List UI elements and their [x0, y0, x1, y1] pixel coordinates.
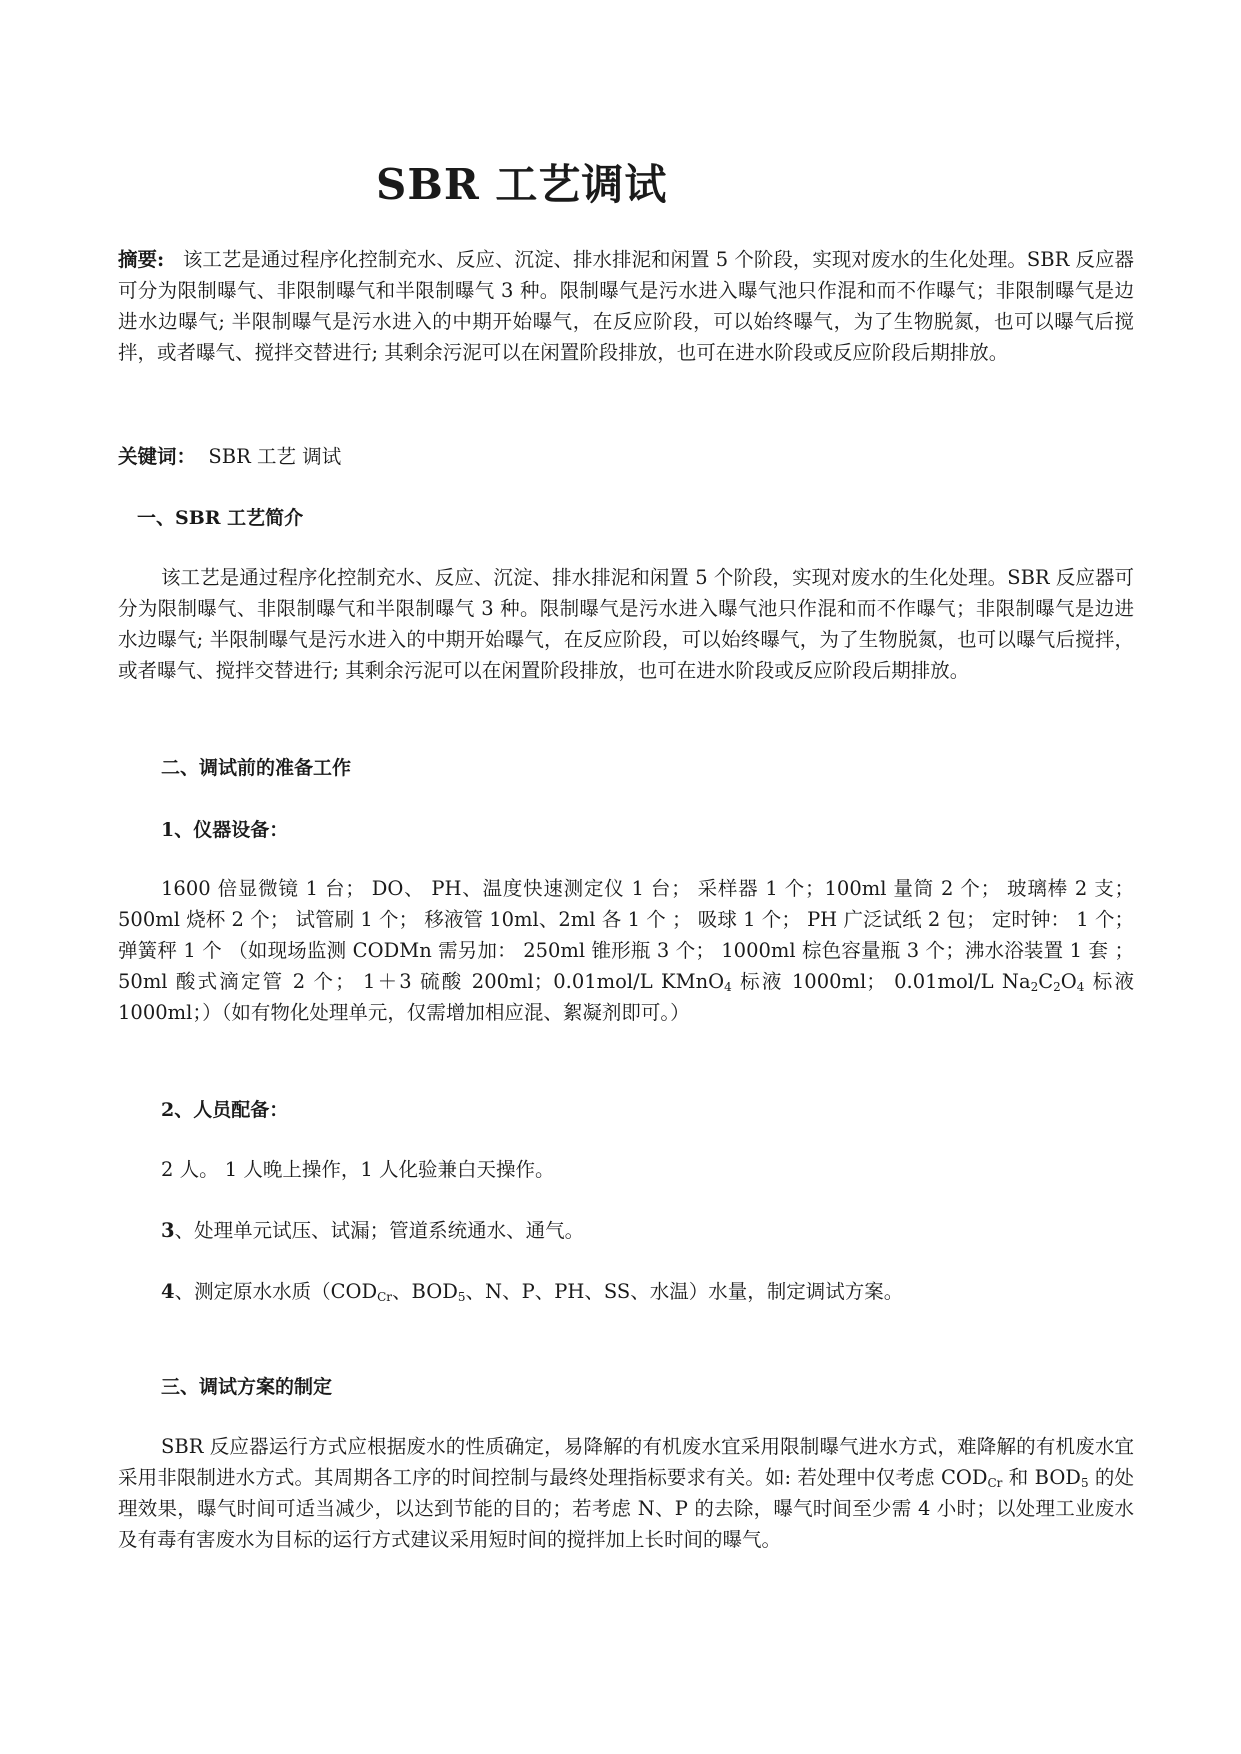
- item-4-text-2: 、BOD: [392, 1280, 458, 1303]
- instruments-text-2: 标液 1000ml； 0.01mol/L Na: [731, 970, 1031, 993]
- subscript: 2: [1053, 980, 1061, 994]
- abstract-paragraph: [118, 244, 1134, 368]
- section3-text-3: 的处理效果，曝气时间可适当减少，以达到节能的目的；若考虑 N、P 的去除，曝气时间至少需 4 小时；以处理工业废水及有毒有害废水为目标的运行方式建议采用短时间的搅拌加上长时间的曝气。: [118, 1466, 1135, 1551]
- item-4-text-3: 、N、P、PH、SS、水温）水量，制定调试方案。: [465, 1280, 904, 1303]
- section3-paragraph: [118, 1431, 1134, 1555]
- keywords-label: 关键词：: [118, 445, 197, 468]
- item-3-line: [161, 1215, 584, 1243]
- section-heading-2: 二、调试前的准备工作: [161, 757, 352, 779]
- document-title: SBR 工艺调试: [376, 160, 668, 209]
- subscript: 5: [457, 1290, 466, 1304]
- subscript: 4: [1076, 980, 1085, 994]
- item-4-number: 4: [161, 1280, 175, 1303]
- instruments-text-5: 标液 1000ml；）（如有物化处理单元，仅需增加相应混、絮凝剂即可。）: [118, 970, 1134, 1024]
- section-heading-1: 一、SBR 工艺简介: [137, 507, 304, 529]
- instruments-text-4: O: [1060, 970, 1077, 993]
- section3-text-1: SBR 反应器运行方式应根据废水的性质确定，易降解的有机废水宜采用限制曝气进水方式，难降解的有机废水宜采用非限制进水方式。其周期各工序的时间控制与最终处理指标要求有关。如: 若处理中仅考虑 COD: [118, 1435, 1134, 1489]
- subscript: 4: [724, 980, 732, 994]
- instruments-text-1: 1600 倍显微镜 1 台； DO、 PH、温度快速测定仪 1 台； 采样器 1 个；100ml 量筒 2 个； 玻璃棒 2 支； 500ml 烧杯 2 个； 试管刷 1 个； 移液管 10ml、2ml 各 1 个 ； 吸球 1 个； PH 广泛试纸 2 包； 定时钟： 1 个； 弹簧秤 1 个 （如现场监测 CODMn 需另加： 250ml 锥形瓶 3 个； 1000ml 棕色容量瓶 3 个；沸水浴装置 1 套 ； 50ml 酸式滴定管 2 个； 1＋3 硫酸 200ml；0.01mol/L KMnO: [118, 877, 1134, 993]
- subscript: Cr: [377, 1290, 393, 1304]
- section3-text-2: 和 BOD: [1002, 1466, 1081, 1489]
- section1-paragraph: 该工艺是通过程序化控制充水、反应、沉淀、排水排泥和闲置 5 个阶段，实现对废水的生化处理。SBR 反应器可分为限制曝气、非限制曝气和半限制曝气 3 种。限制曝气是污水进入曝气池只作混和而不作曝气；非限制曝气是边进水边曝气; 半限制曝气是污水进入的中期开始曝气，在反应阶段，可以始终曝气，为了生物脱氮，也可以曝气后搅拌，或者曝气、搅拌交替进行; 其剩余污泥可以在闲置阶段排放，也可在进水阶段或反应阶段后期排放。: [118, 566, 1134, 682]
- item-4-line: [161, 1276, 903, 1304]
- staffing-text: 2 人。 1 人晚上操作，1 人化验兼白天操作。: [161, 1158, 555, 1181]
- instruments-text-3: C: [1038, 970, 1054, 993]
- subsection-heading-staffing: 2、人员配备：: [161, 1099, 289, 1121]
- subscript: 5: [1080, 1476, 1089, 1490]
- abstract-text: 该工艺是通过程序化控制充水、反应、沉淀、排水排泥和闲置 5 个阶段，实现对废水的生化处理。SBR 反应器可分为限制曝气、非限制曝气和半限制曝气 3 种。限制曝气是污水进入曝气池只作混和而不作曝气；非限制曝气是边进水边曝气; 半限制曝气是污水进入的中期开始曝气，在反应阶段，可以始终曝气，为了生物脱氮，也可以曝气后搅拌，或者曝气、搅拌交替进行; 其剩余污泥可以在闲置阶段排放，也可在进水阶段或反应阶段后期排放。: [118, 248, 1134, 364]
- item-3-text: 、处理单元试压、试漏；管道系统通水、通气。: [174, 1219, 585, 1242]
- abstract-label: 摘要:: [118, 248, 165, 271]
- subscript: 2: [1030, 980, 1039, 994]
- instruments-paragraph: [118, 873, 1134, 1028]
- item-3-number: 3: [161, 1219, 175, 1242]
- item-4-text-1: 、测定原水水质（COD: [174, 1280, 378, 1303]
- keywords-line: [118, 441, 341, 469]
- subsection-heading-instruments: 1、仪器设备：: [161, 819, 289, 841]
- section-heading-3: 三、调试方案的制定: [161, 1376, 333, 1398]
- keywords-text: SBR 工艺 调试: [208, 445, 342, 468]
- subscript: Cr: [987, 1476, 1003, 1490]
